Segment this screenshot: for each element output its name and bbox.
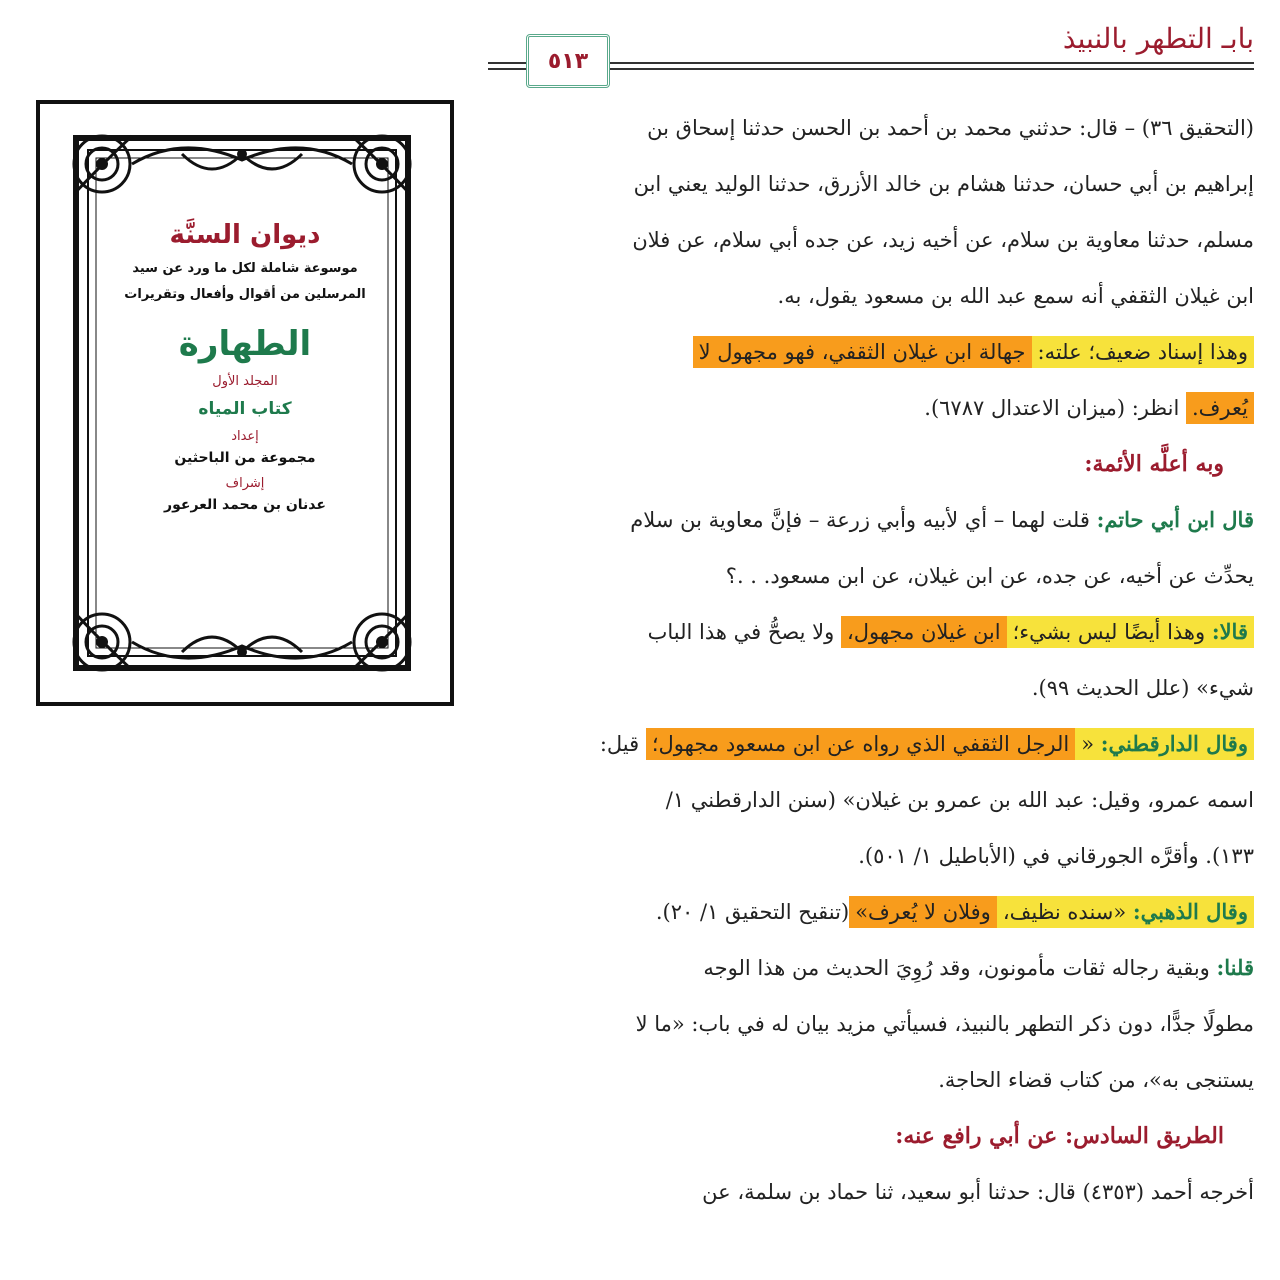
cover-supervision-label: إشراف <box>225 476 265 491</box>
paragraph-8 <box>488 1164 1254 1220</box>
text-span: قلت لهما – أي لأبيه وأبي زرعة – فإنَّ معاوية بن سلام <box>630 508 1090 532</box>
text-line: مسلم، حدثنا معاوية بن سلام، عن أخيه زيد، عن جده أبي سلام، عن فلان <box>632 228 1254 252</box>
paragraph-2 <box>488 324 1254 436</box>
cover-subtitle-2: المرسلين من أقوال وأفعال وتقريرات <box>124 287 366 302</box>
paragraph-3 <box>488 492 1254 604</box>
highlight-yellow: « <box>1081 732 1095 756</box>
cover-title: ديوان السنَّة <box>169 220 321 250</box>
page-number-badge <box>526 34 610 88</box>
text-span: انظر: (ميزان الاعتدال ٦٧٨٧). <box>924 396 1180 420</box>
highlight-orange: الرجل الثقفي الذي رواه عن ابن مسعود مجهول؛ <box>646 728 1075 760</box>
cover-subtitle-1: موسوعة شاملة لكل ما ورد عن سيد <box>132 261 358 276</box>
speaker-label: قال ابن أبي حاتم: <box>1096 507 1254 532</box>
text-line: شيء» (علل الحديث ٩٩). <box>1031 676 1254 700</box>
paragraph-4 <box>488 604 1254 716</box>
text-span: قيل: <box>599 732 640 756</box>
header-rule-right <box>604 62 1254 64</box>
text-line: اسمه عمرو، وقيل: عبد الله بن عمرو بن غيلان» (سنن الدارقطني ١/ <box>665 788 1254 812</box>
highlight-orange: جهالة ابن غيلان الثقفي، فهو مجهول لا <box>693 336 1032 368</box>
paragraph-5 <box>488 716 1254 884</box>
paragraph-1 <box>488 100 1254 324</box>
highlight-orange: ابن غيلان مجهول، <box>841 616 1007 648</box>
cover-text <box>100 214 390 513</box>
highlight-orange: وفلان لا يُعرف» <box>849 896 997 928</box>
cover-main-title: الطهارة <box>178 324 312 364</box>
text-line: ابن غيلان الثقفي أنه سمع عبد الله بن مسعود يقول، به. <box>777 284 1254 308</box>
speaker-label: وقال الدارقطني: <box>1100 731 1248 756</box>
text-span: ولا يصحُّ في هذا الباب <box>647 620 835 644</box>
text-span: وبقية رجاله ثقات مأمونون، وقد رُوِيَ الحديث من هذا الوجه <box>703 956 1210 980</box>
section-heading: الطريق السادس: عن أبي رافع عنه: <box>895 1123 1224 1149</box>
section-heading: وبه أعلَّه الأئمة: <box>1084 451 1224 477</box>
cover-book: كتاب المياه <box>198 399 292 419</box>
cover-volume: المجلد الأول <box>212 374 278 389</box>
speaker-label: وقال الذهبي: <box>1132 899 1248 924</box>
text-line: مطولًا جدًّا، دون ذكر التطهر بالنبيذ، فسيأتي مزيد بيان له في باب: «ما لا <box>635 1012 1254 1036</box>
text-line: أخرجه أحمد (٤٣٥٣) قال: حدثنا أبو سعيد، ثنا حماد بن سلمة، عن <box>702 1180 1254 1204</box>
chapter-title: بابـ التطهر بالنبيذ <box>1062 22 1254 55</box>
paragraph-7 <box>488 940 1254 1108</box>
page-number: ٥١٣ <box>547 48 589 74</box>
speaker-label: قلنا: <box>1216 955 1254 980</box>
paragraph-6 <box>488 884 1254 940</box>
highlight-yellow: وهذا إسناد ضعيف؛ علته: <box>1032 336 1254 368</box>
text-line: يحدِّث عن أخيه، عن جده، عن ابن غيلان، عن ابن مسعود. . .؟ <box>725 564 1254 588</box>
cover-supervisor: عدنان بن محمد العرعور <box>164 497 326 513</box>
speaker-label: قالا: <box>1211 619 1248 644</box>
page-body <box>488 100 1254 1220</box>
highlight-yellow: وهذا أيضًا ليس بشيء؛ <box>1012 620 1206 644</box>
cover-prepared-label: إعداد <box>231 429 259 444</box>
text-line: (التحقيق ٣٦) – قال: حدثني محمد بن أحمد بن الحسن حدثنا إسحاق بن <box>647 116 1254 140</box>
text-line: يستنجى به»، من كتاب قضاء الحاجة. <box>938 1068 1254 1092</box>
highlight-orange: يُعرف. <box>1186 392 1254 424</box>
header-rule-left-2 <box>488 68 526 70</box>
text-span: (تنقيح التحقيق ١/ ٢٠). <box>655 900 850 924</box>
cover-prepared-by: مجموعة من الباحثين <box>174 450 316 466</box>
header-rule-left <box>488 62 526 64</box>
text-line: ١٣٣). وأقرَّه الجورقاني في (الأباطيل ١/ ٥٠١). <box>858 844 1254 868</box>
book-cover <box>36 100 454 706</box>
header-rule-right-2 <box>604 68 1254 70</box>
highlight-yellow: «سنده نظيف، <box>1002 900 1127 924</box>
text-line: إبراهيم بن أبي حسان، حدثنا هشام بن خالد الأزرق، حدثنا الوليد يعني ابن <box>633 172 1254 196</box>
